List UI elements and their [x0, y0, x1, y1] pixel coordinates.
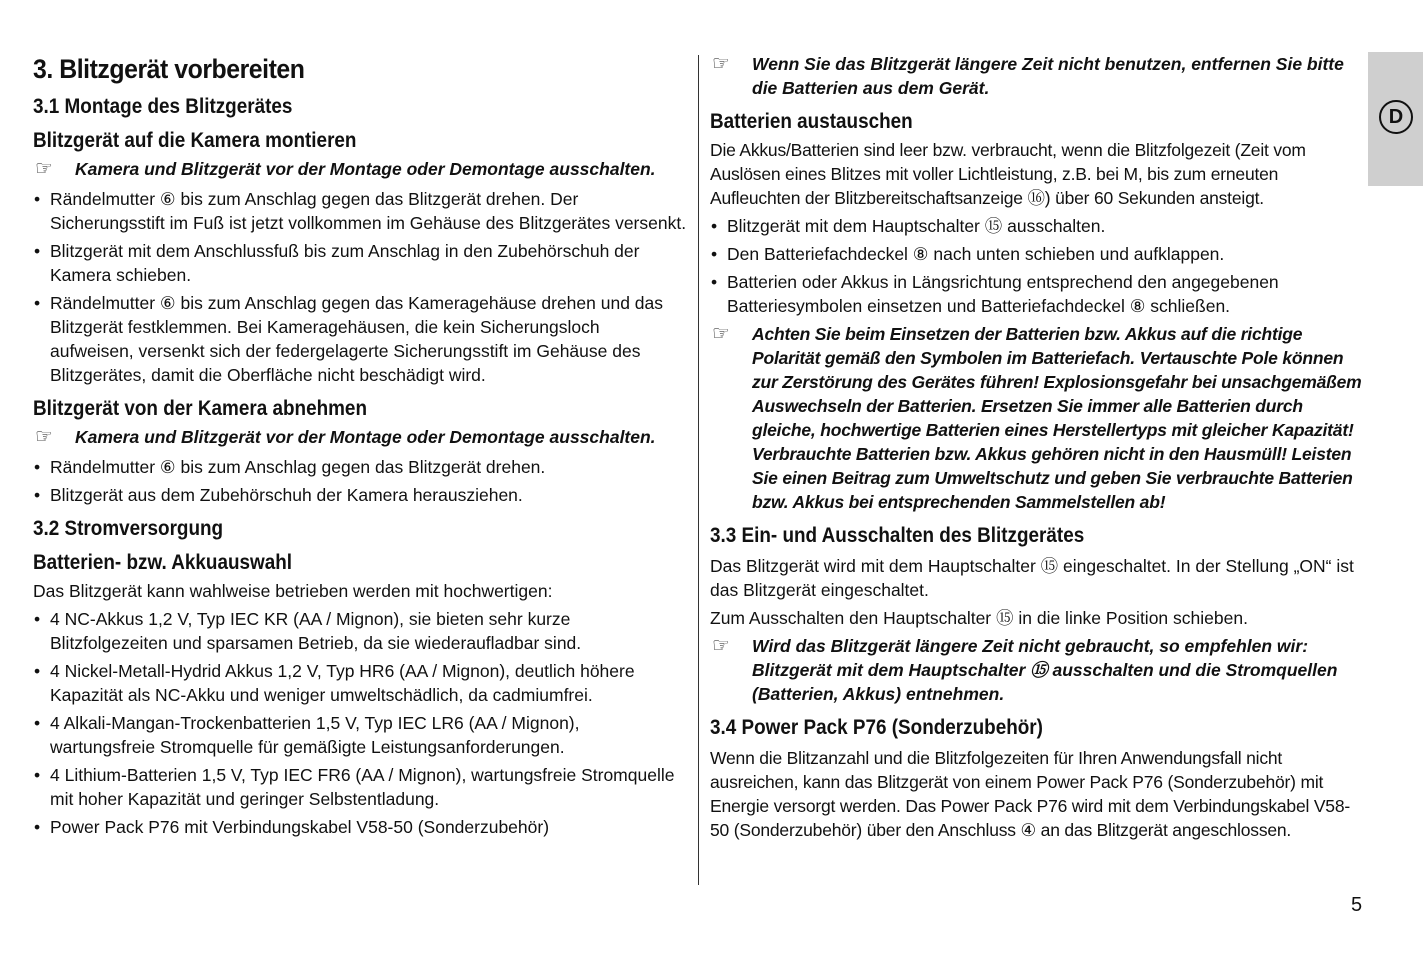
onoff-paragraph-1: Das Blitzgerät wird mit dem Hauptschalter ⑮ eingeschaltet. In der Stellung „ON“ ist das Blitzgerät eingeschaltet.	[710, 556, 1354, 600]
note-storage	[710, 52, 1366, 100]
list-item: • Rändelmutter ⑥ bis zum Anschlag gegen das Blitzgerät drehen.	[33, 455, 688, 479]
list-battery-choice	[33, 607, 688, 839]
section-title-onoff: 3.3 Ein- und Ausschalten des Blitzgerätes	[710, 524, 1085, 547]
list-item: • 4 NC-Akkus 1,2 V, Typ IEC KR (AA / Mignon), sie bieten sehr kurze Blitzfolgezeiten und sparsamen Betrieb, da sie wiederaufladbar sind.	[33, 607, 688, 655]
note-polarity	[710, 322, 1366, 514]
note-text: Kamera und Blitzgerät vor der Montage oder Demontage ausschalten.	[75, 159, 656, 179]
subsection-mount-on: Blitzgerät auf die Kamera montieren	[33, 129, 357, 152]
subsection-replace-batteries: Batterien austauschen	[710, 110, 913, 133]
note-text: Achten Sie beim Einsetzen der Batterien bzw. Akkus auf die richtige Polarität gemäß den Symbolen im Batteriefach. Vertauschte Pole können zur Zerstörung des Gerätes führen! Explosionsgefahr bei unsachgemäßem Auswechseln der Batterien. Ersetzen Sie immer alle Batterien durch gleiche, hochwertige Batterien eines Herstellertyps mit gleicher Kapazität! Verbrauchte Batterien bzw. Akkus gehören nicht in den Hausmüll! Leisten Sie einen Beitrag zum Umweltschutz und geben Sie verbrauchte Batterien bzw. Akkus bei entsprechenden Sammelstellen ab!	[752, 324, 1362, 512]
pointing-hand-icon: ☞	[712, 323, 730, 345]
page-number: 5	[1351, 894, 1363, 916]
note-text: Kamera und Blitzgerät vor der Montage oder Demontage ausschalten.	[75, 427, 656, 447]
onoff-paragraph-2: Zum Ausschalten den Hauptschalter ⑮ in die linke Position schieben.	[710, 608, 1248, 628]
list-item: • Den Batteriefachdeckel ⑧ nach unten schieben und aufklappen.	[710, 242, 1366, 266]
list-mount-on	[33, 187, 688, 387]
pointing-hand-icon: ☞	[35, 158, 53, 180]
battery-choice-intro: Das Blitzgerät kann wahlweise betrieben werden mit hochwertigen:	[33, 581, 553, 601]
section-title-powerpack: 3.4 Power Pack P76 (Sonderzubehör)	[710, 716, 1043, 739]
note-text: Wenn Sie das Blitzgerät längere Zeit nicht benutzen, entfernen Sie bitte die Batterien aus dem Gerät.	[752, 54, 1344, 98]
column-divider	[698, 55, 699, 885]
list-item: • Rändelmutter ⑥ bis zum Anschlag gegen das Kameragehäuse drehen und das Blitzgerät festklemmen. Bei Kameragehäusen, die kein Sicherungsloch aufweisen, versenkt sich der federgelagerte Sicherungsstift im Gehäuse des Blitzgerätes, damit die Oberfläche nicht beschädigt wird.	[33, 291, 688, 387]
note-onoff	[710, 634, 1366, 706]
list-item: • Rändelmutter ⑥ bis zum Anschlag gegen das Blitzgerät drehen. Der Sicherungsstift im Fuß ist jetzt vollkommen im Gehäuse des Blitzgerätes versenkt.	[33, 187, 688, 235]
language-tab	[1368, 52, 1423, 186]
replace-intro: Die Akkus/Batterien sind leer bzw. verbraucht, wenn die Blitzfolgezeit (Zeit vom Auslösen eines Blitzes mit voller Lichtleistung, z.B. bei M, bis zum erneuten Aufleuchten der Blitzbereitschaftsanzeige ⑯) über 60 Sekunden ansteigt.	[710, 140, 1306, 208]
note-mount-off	[33, 425, 688, 449]
left-column	[33, 52, 688, 843]
pointing-hand-icon: ☞	[35, 426, 53, 448]
language-tab-letter: D	[1379, 100, 1413, 134]
list-item: • 4 Nickel-Metall-Hydrid Akkus 1,2 V, Typ HR6 (AA / Mignon), deutlich höhere Kapazität als NC-Akku und weniger umweltschädlich, da cadmiumfrei.	[33, 659, 688, 707]
list-item: • 4 Lithium-Batterien 1,5 V, Typ IEC FR6 (AA / Mignon), wartungsfreie Stromquelle mit hoher Kapazität und geringer Selbstentladung.	[33, 763, 688, 811]
pointing-hand-icon: ☞	[712, 53, 730, 75]
powerpack-paragraph: Wenn die Blitzanzahl und die Blitzfolgezeiten für Ihren Anwendungsfall nicht ausreichen, kann das Blitzgerät von einem Power Pack P76 (Sonderzubehör) mit Energie versorgt werden. Das Power Pack P76 wird mit dem Verbindungskabel V58-50 (Sonderzubehör) über den Anschluss ④ an das Blitzgerät angeschlossen.	[710, 748, 1351, 840]
list-item: • Batterien oder Akkus in Längsrichtung entsprechend den angegebenen Batteriesymbolen einsetzen und Batteriefachdeckel ⑧ schließen.	[710, 270, 1366, 318]
note-mount-on	[33, 157, 688, 181]
pointing-hand-icon: ☞	[712, 635, 730, 657]
list-item: • 4 Alkali-Mangan-Trockenbatterien 1,5 V, Typ IEC LR6 (AA / Mignon), wartungsfreie Stromquelle für gemäßigte Leistungsanforderungen.	[33, 711, 688, 759]
list-item: • Power Pack P76 mit Verbindungskabel V58-50 (Sonderzubehör)	[33, 815, 688, 839]
list-item: • Blitzgerät mit dem Anschlussfuß bis zum Anschlag in den Zubehörschuh der Kamera schieben.	[33, 239, 688, 287]
right-column	[710, 52, 1366, 846]
list-item: • Blitzgerät mit dem Hauptschalter ⑮ ausschalten.	[710, 214, 1366, 238]
subsection-mount-off: Blitzgerät von der Kamera abnehmen	[33, 397, 367, 420]
note-text: Wird das Blitzgerät längere Zeit nicht gebraucht, so empfehlen wir: Blitzgerät mit dem Hauptschalter ⑮ ausschalten und die Stromquellen (Batterien, Akkus) entnehmen.	[752, 636, 1338, 704]
section-title-mount: 3.1 Montage des Blitzgerätes	[33, 95, 293, 118]
subsection-battery-choice: Batterien- bzw. Akkuauswahl	[33, 551, 293, 574]
list-mount-off	[33, 455, 688, 507]
list-item: • Blitzgerät aus dem Zubehörschuh der Kamera herausziehen.	[33, 483, 688, 507]
chapter-title: 3. Blitzgerät vorbereiten	[33, 54, 305, 84]
list-replace	[710, 214, 1366, 318]
section-title-power: 3.2 Stromversorgung	[33, 517, 224, 540]
